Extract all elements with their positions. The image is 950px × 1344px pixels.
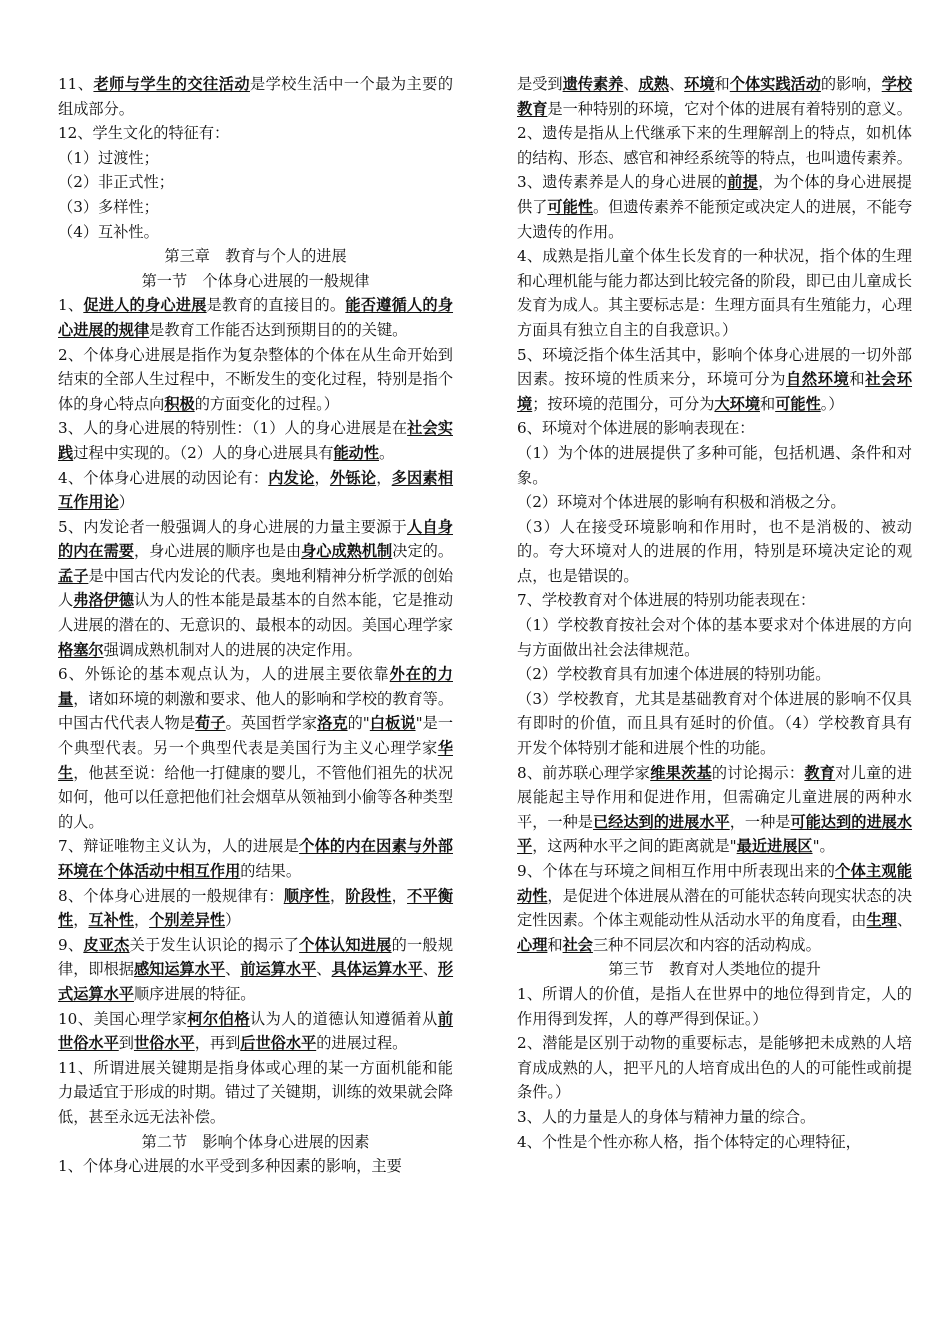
paragraph [517,343,912,417]
key-term: 内发论 [268,468,315,487]
text-run: 1、所谓人的价值，是指人在世界中的地位得到肯定，人的作用得到发挥，人的尊严得到保证。） [517,984,912,1028]
text-run: 三种不同层次和内容的活动构成。 [592,935,821,954]
key-term: 社会环境 [517,370,913,413]
key-term: 个别差异性 [149,911,226,930]
text-run: 的一般规律，即根据 [58,935,454,979]
text-run: 是受到 [517,75,563,93]
text-run: 对儿童的进展能起主导作用和促进作用，但需确定儿童进展的两种水平，一种是 [517,763,913,831]
text-run: （3）人在接受环境影响和作用时，也不是消极的、被动的。夸大环境对人的进展的作用，特别是环境决定论的观点，也是错误的。 [517,517,912,585]
key-term: 生理 [866,911,897,930]
text-run: 的方面变化的过程。） [194,394,339,413]
paragraph [58,72,453,121]
key-term: 形式运算水平 [58,960,454,1003]
text-run: "是一个典型代表。另一个典型代表是美国行为主义心理学家 [58,714,454,758]
text-run: ， [133,911,150,930]
key-term: 柯尔伯格 [187,1009,250,1028]
text-run: 4、个体身心进展的动因论有： [58,468,269,487]
paragraph [58,884,453,933]
paragraph [517,588,912,613]
text-run: 。英国哲学家 [225,714,318,733]
key-term: 环境 [684,75,715,93]
key-term: 前运算水平 [240,960,317,979]
key-term: 社会实践 [58,419,453,462]
key-term: 心理 [517,935,548,954]
text-run: 决定的。 [392,542,454,561]
key-term: 不平衡性 [58,886,454,930]
text-run: 2、个体身心进展是指作为复杂整体的个体在从生命开始到结束的全部人生过程中，不断发生的变化过程，特别是指个体的身心特点向 [58,345,453,413]
text-run: 、 [668,75,685,93]
text-run: 2、遗传是指从上代继承下来的生理解剖上的特点，如机体的结构、形态、感官和神经系统等的特点，也叫遗传素养。 [517,124,912,167]
paragraph [58,662,453,834]
paragraph [517,761,912,859]
text-run: 是中国古代内发论的代表。奥地利精神分析学派的创始人 [58,566,454,610]
paragraph [517,490,912,515]
text-run: 的影响， [820,75,882,93]
text-run: 顺序进展的特征。 [133,984,256,1003]
text-run: 9、 [58,935,84,954]
text-run: 。但遗传素养不能预定或决定人的进展，不能夸大遗传的作用。 [517,197,913,241]
text-run: 11、 [58,75,94,93]
key-term: 顺序性 [283,886,330,905]
paragraph [517,662,912,687]
text-run: 、 [422,960,438,979]
paragraph [58,416,453,465]
text-run: ， [314,468,330,487]
key-term: 皮亚杰 [83,935,130,954]
key-term: 维果茨基 [650,763,712,782]
key-term: 社会 [562,935,593,954]
text-run: 6、外铄论的基本观点认为，人的进展主要依靠 [58,665,390,684]
paragraph [58,293,453,342]
paragraph [517,441,912,490]
text-run: 。 [379,443,395,462]
key-term: 格塞尔 [58,640,104,659]
text-run: 8、前苏联心理学家 [517,763,651,782]
text-run: ， [376,468,392,487]
text-run: 是一种特别的环境，它对个体的进展有着特别的意义。 [547,99,912,118]
key-term: 前提 [727,173,759,192]
text-run: ，他甚至说：给他一打健康的婴儿，不管他们祖先的状况如何，他可以任意把他们社会烟草从领袖到小偷等各种类型的人。 [58,763,454,831]
key-term: 自然环境 [786,370,850,389]
text-run: 强调成熟机制对人的进展的决定作用。 [103,640,362,659]
text-run: （2）非正式性； [58,173,174,192]
text-run: 的结果。 [240,862,301,880]
paragraph [517,1031,912,1105]
key-term: 教育 [804,763,836,782]
key-term: 阶段性 [345,886,392,905]
text-run: 第三节 教育对人类地位的提升 [608,960,821,979]
text-run: 6、环境对个体进展的影响表现在： [517,419,755,438]
paragraph [58,195,453,220]
text-run: ， [73,911,89,930]
text-run: 是学校生活中一个最为主要的组成部分。 [58,75,454,118]
key-term: 最近进展区 [736,837,813,856]
text-run: 12、学生文化的特征有： [58,124,230,143]
paragraph [58,515,453,663]
paragraph [517,244,912,342]
text-run: ） [118,493,134,512]
text-run: 到 [118,1034,134,1053]
key-term: 个体的内在因素与外部环境在个体活动中相互作用 [58,837,453,880]
text-run: （1）为个体的进展提供了多种可能，包括机遇、条件和对象。 [517,443,912,487]
key-term: 积极 [164,394,195,413]
section-heading [58,244,453,269]
paragraph [517,121,912,170]
text-run: 和 [547,935,563,954]
key-term: 个体认知进展 [299,935,392,954]
key-term: 老师与学生的交往活动 [93,75,250,93]
text-run: 关于发生认识论的揭示了 [129,935,300,954]
paragraph [58,1007,453,1056]
text-run: 11、所谓进展关键期是指身体或心理的某一方面机能和能力最适宜于形成的时期。错过了关键期，训练的效果就会降低，甚至永远无法补偿。 [58,1058,453,1126]
text-run: 的" [347,714,370,733]
text-run: 8、个体身心进展的一般规律有： [58,886,284,905]
key-term: 多因素相互作用论 [58,468,454,512]
key-term: 荀子 [195,714,226,733]
paragraph [58,933,453,1007]
text-run: 1、 [58,296,84,315]
key-term: 可能性 [775,394,821,413]
key-term: 大环境 [714,394,760,413]
paragraph [58,834,453,883]
text-run: ， [391,886,408,905]
text-run: 3、遗传素养是人的身心进展的 [517,173,728,192]
text-run: 和 [849,370,866,389]
text-run: ，再到 [194,1034,241,1053]
key-term: 世俗水平 [133,1034,195,1053]
paragraph [517,859,912,957]
key-term: 具体运算水平 [331,960,423,979]
key-term: 个体实践活动 [729,75,821,93]
key-term: 人自身的内在需要 [58,517,453,561]
left-text-column [58,72,453,1179]
text-run: 、 [225,960,241,979]
text-run: 第二节 影响个体身心进展的因素 [141,1132,370,1151]
paragraph [517,72,912,121]
key-term: 遗传素养 [562,75,624,93]
text-run: 2、潜能是区别于动物的重要标志，是能够把未成熟的人培育成成熟的人，把平凡的人培育成出色的人的可能性或前提条件。） [517,1034,912,1102]
key-term: 感知运算水平 [133,960,226,979]
text-run: 的进展过程。 [316,1034,408,1053]
section-heading [517,957,912,982]
key-term: 可能性 [547,197,593,216]
text-run: ；按环境的范围分，可分为 [532,394,715,413]
key-term: 外在的力量 [58,665,453,708]
text-run: 第一节 个体身心进展的一般规律 [141,271,370,290]
text-run: 过程中实现的。（2）人的身心进展具有 [73,443,334,462]
key-term: 能否遵循人的身心进展的规律 [58,296,454,339]
text-run: 4、个性是个性亦称人格，指个体特定的心理特征， [517,1132,861,1151]
text-run: ，一种是 [729,812,791,831]
text-run: ，这两种水平之间的距离就是" [532,837,737,856]
key-term: 个体主观能动性 [517,862,912,905]
text-run: 和 [714,75,730,93]
key-term: 成熟 [638,75,669,93]
paragraph [517,982,912,1031]
text-run: 7、学校教育对个体进展的特别功能表现在： [517,591,816,610]
text-run: 第三章 教育与个人的进展 [164,247,347,266]
paragraph [58,121,453,146]
paragraph [517,687,912,761]
text-run: 1、个体身心进展的水平受到多种因素的影响，主要 [58,1157,402,1176]
paragraph [58,170,453,195]
key-term: 孟子 [58,566,89,585]
text-run: （2）学校教育具有加速个体进展的特别功能。 [517,665,831,684]
paragraph [517,515,912,589]
key-term: 洛克 [317,714,348,733]
text-run: ，为个体的身心进展提供了 [517,173,912,216]
paragraph [58,146,453,171]
key-term: 身心成熟机制 [301,542,393,561]
text-run: （1）学校教育按社会对个体的基本要求对个体进展的方向与方面做出社会法律规范。 [517,616,912,659]
text-run: 5、环境泛指个体生活其中，影响个体身心进展的一切外部因素。按环境的性质来分，环境可分为 [517,345,912,389]
text-run: ，诸如环境的刺激和要求、他人的影响和学校的教育等。中国古代代表人物是 [58,689,454,733]
section-heading [58,1130,453,1155]
paragraph [58,466,453,515]
text-run: ， [329,886,346,905]
text-run: 。） [820,394,844,413]
paragraph [58,343,453,417]
text-run: 3、人的力量是人的身体与精神力量的综合。 [517,1107,816,1126]
text-run: 4、成熟是指儿童个体生长发育的一种状况，指个体的生理和心理机能与能力都达到比较完备的阶段，即已由儿童成长发育为成人。其主要标志是：生理方面具有生殖能力，心理方面具有独立自主的自我意识。） [517,247,912,339]
text-run: ，身心进展的顺序也是由 [133,542,302,561]
key-term: 学校教育 [517,75,913,118]
key-term: 能动性 [333,443,380,462]
text-run: "。 [812,837,835,856]
paragraph [517,1105,912,1130]
text-run: 是教育的直接目的。 [206,296,346,315]
paragraph [58,1154,453,1179]
key-term: 华生 [58,739,453,782]
key-term: 外铄论 [329,468,377,487]
key-term: 前世俗水平 [58,1009,454,1053]
paragraph [517,613,912,662]
text-run: （4）互补性。 [58,222,159,241]
text-run: 认为人的性本能是最基本的自然本能，它是推动人进展的潜在的、无意识的、最根本的动因。美国心理学家 [58,591,454,635]
text-run: （1）过渡性； [58,148,159,167]
key-term: 可能达到的进展水平 [517,812,913,856]
text-run: （2）环境对个体进展的影响有积极和消极之分。 [517,493,846,512]
paragraph [517,416,912,441]
key-term: 促进人的身心进展 [83,296,207,315]
text-run: 、 [896,911,913,930]
paragraph [58,220,453,245]
text-run: 3、人的身心进展的特别性：（1）人的身心进展是在 [58,419,408,438]
text-run: ，是促进个体进展从潜在的可能状态转向现实状态的决定性因素。个体主观能动性从活动水平的角度看，由 [517,886,913,930]
key-term: 后世俗水平 [240,1034,317,1053]
text-run: 是教育工作能否达到预期目的的关键。 [149,320,408,339]
paragraph [58,1056,453,1130]
text-run: 和 [760,394,776,413]
key-term: 白板说 [369,714,416,733]
text-run: （3）学校教育，尤其是基础教育对个体进展的影响不仅具有即时的价值，而且具有延时的价值。（4）学校教育具有开发个体特别才能和进展个性的功能。 [517,689,912,758]
text-run: 、 [623,75,639,93]
text-run: 10、美国心理学家 [58,1009,188,1028]
key-term: 已经达到的进展水平 [592,812,730,831]
text-run: 的讨论揭示： [711,763,805,782]
key-term: 弗洛伊德 [73,591,134,610]
right-text-column [517,72,912,1154]
key-term: 互补性 [88,911,134,930]
text-run: ） [225,911,241,930]
text-run: 9、个体在与环境之间相互作用中所表现出来的 [517,862,836,880]
text-run: 7、辩证唯物主义认为，人的进展是 [58,837,300,856]
text-run: 、 [316,960,332,979]
text-run: 5、内发论者一般强调人的身心进展的力量主要源于 [58,517,407,536]
text-run: 认为人的道德认知遵循着从 [250,1009,438,1028]
paragraph [517,1130,912,1155]
section-heading [58,269,453,294]
paragraph [517,170,912,244]
text-run: （3）多样性； [58,197,159,216]
